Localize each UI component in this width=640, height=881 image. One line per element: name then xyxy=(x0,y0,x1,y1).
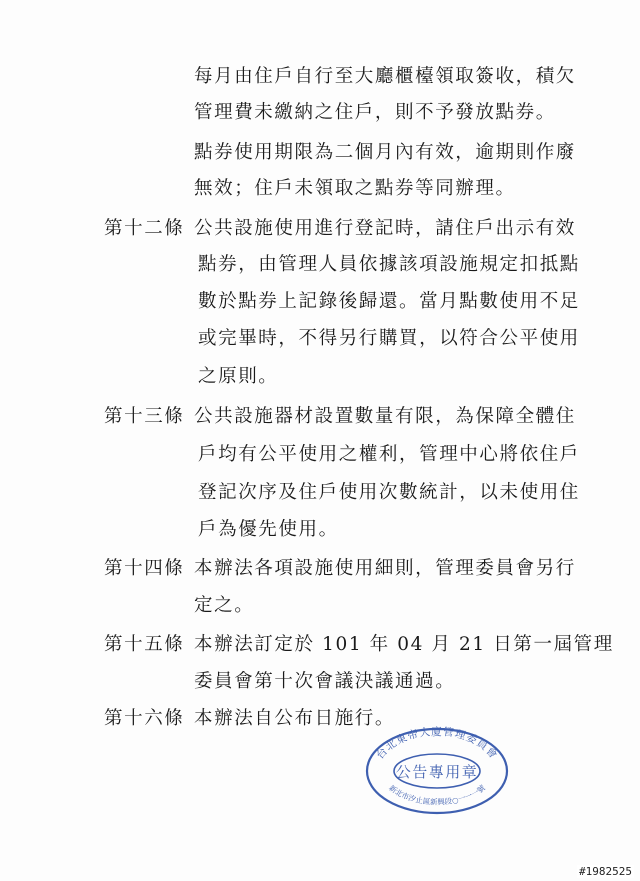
official-seal xyxy=(363,723,511,815)
svg-text:新北市汐止區新興段○一一一號 xyxy=(387,782,487,806)
article-13-label: 第十三條 xyxy=(104,406,185,427)
article-13-line: 戶均有公平使用之權利，管理中心將依住戶 xyxy=(198,444,580,465)
text-line: 每月由住戶自行至大廳櫃檯領取簽收，積欠 xyxy=(194,66,576,87)
article-14-line: 定之。 xyxy=(194,595,255,616)
article-13-line: 公共設施器材設置數量有限，為保障全體住 xyxy=(194,406,576,427)
svg-text:台北東帝大廈管理委員會 xyxy=(373,725,500,762)
document-id: #1982525 xyxy=(579,865,632,878)
article-15-line: 本辦法訂定於 101 年 04 月 21 日第一屆管理 xyxy=(194,634,614,655)
article-13-line: 戶為優先使用。 xyxy=(198,519,339,540)
article-14-label: 第十四條 xyxy=(104,558,185,579)
article-15-line: 委員會第十次會議決議通過。 xyxy=(194,671,456,692)
article-12-line: 之原則。 xyxy=(198,366,279,387)
text-line: 無效；住戶未領取之點券等同辦理。 xyxy=(194,178,516,199)
article-13-line: 登記次序及住戶使用次數統計，以未使用住 xyxy=(198,482,580,503)
seal-center-text: 公告專用章 xyxy=(395,763,479,781)
article-16-label: 第十六條 xyxy=(104,708,185,729)
article-12-line: 或完畢時，不得另行購買，以符合公平使用 xyxy=(198,328,580,349)
text-line: 點券使用期限為二個月內有效，逾期則作廢 xyxy=(194,142,576,163)
article-15-label: 第十五條 xyxy=(104,634,185,655)
seal-ring-text: 台北東帝大廈管理委員會 xyxy=(374,726,500,762)
seal-bottom-text: 新北市汐止區新興段○一一一號 xyxy=(387,783,487,807)
article-12-label: 第十二條 xyxy=(104,218,185,239)
article-16-line: 本辦法自公布日施行。 xyxy=(194,708,396,729)
text-line: 管理費未繳納之住戶，則不予發放點券。 xyxy=(194,102,556,123)
article-12-line: 公共設施使用進行登記時，請住戶出示有效 xyxy=(194,218,576,239)
article-12-line: 數於點券上記錄後歸還。當月點數使用不足 xyxy=(198,291,580,312)
article-14-line: 本辦法各項設施使用細則，管理委員會另行 xyxy=(194,558,576,579)
article-12-line: 點券，由管理人員依據該項設施規定扣抵點 xyxy=(198,254,580,275)
